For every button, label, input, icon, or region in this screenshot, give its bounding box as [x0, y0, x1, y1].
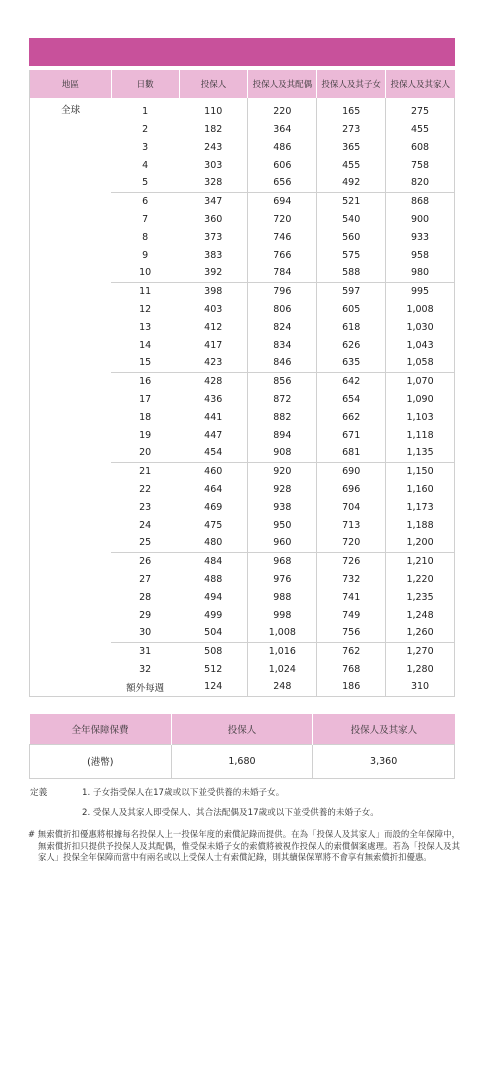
- children-cell: 662: [317, 408, 386, 426]
- children-cell: 626: [317, 336, 386, 354]
- family-cell: 1,173: [386, 498, 455, 516]
- days-cell: 31: [139, 645, 152, 657]
- family-cell: 608: [386, 138, 455, 156]
- children-cell: 671: [317, 426, 386, 444]
- rates-body: [30, 98, 455, 696]
- children-cell: 575: [317, 246, 386, 264]
- children-cell: 540: [317, 210, 386, 228]
- insured-cell: 417: [179, 336, 248, 354]
- insured-cell: 454: [179, 444, 248, 462]
- children-cell: 455: [317, 156, 386, 174]
- insured-cell: 508: [179, 642, 248, 660]
- spouse-cell: 656: [248, 174, 317, 192]
- header-insured-family: 投保人及其家人: [386, 70, 455, 98]
- family-cell: 1,043: [386, 336, 455, 354]
- family-cell: 1,260: [386, 624, 455, 642]
- children-cell: 768: [317, 660, 386, 678]
- family-cell: 1,188: [386, 516, 455, 534]
- children-cell: 704: [317, 498, 386, 516]
- children-cell: 713: [317, 516, 386, 534]
- spouse-cell: 806: [248, 300, 317, 318]
- children-cell: 597: [317, 282, 386, 300]
- children-cell: 720: [317, 534, 386, 552]
- insured-cell: 488: [179, 570, 248, 588]
- days-cell: 額外每週: [111, 678, 179, 696]
- spouse-cell: 988: [248, 588, 317, 606]
- days-cell: 3: [142, 141, 149, 153]
- days-cell: 25: [111, 534, 179, 552]
- children-cell: 273: [317, 120, 386, 138]
- children-cell: 560: [317, 228, 386, 246]
- definition-item: 1. 子女指受保人在17歲或以下並受供養的未婚子女。: [82, 788, 285, 798]
- family-cell: 1,248: [386, 606, 455, 624]
- days-cell: 21: [139, 465, 152, 477]
- family-cell: 1,220: [386, 570, 455, 588]
- days-cell: 19: [139, 429, 152, 441]
- spouse-cell: 720: [248, 210, 317, 228]
- insured-cell: 436: [179, 390, 248, 408]
- family-cell: 1,135: [386, 444, 455, 462]
- days-cell: 24: [139, 519, 152, 531]
- days-cell: 1: [142, 105, 149, 117]
- spouse-cell: 872: [248, 390, 317, 408]
- annual-header-family: 投保人及其家人: [313, 714, 455, 744]
- days-cell: 16: [139, 375, 152, 387]
- children-cell: 588: [317, 264, 386, 282]
- children-cell: 749: [317, 606, 386, 624]
- family-cell: 958: [386, 246, 455, 264]
- insured-cell: 447: [179, 426, 248, 444]
- family-cell: 1,280: [386, 660, 455, 678]
- family-cell: 1,210: [386, 552, 455, 570]
- region-cell: 全球: [61, 105, 81, 116]
- family-cell: 900: [386, 210, 455, 228]
- spouse-cell: 950: [248, 516, 317, 534]
- table-row: [30, 98, 455, 120]
- annual-header-label: 全年保障保費: [30, 714, 172, 744]
- definitions-label: 定義: [30, 788, 48, 798]
- days-cell: 32: [139, 663, 152, 675]
- spouse-cell: 976: [248, 570, 317, 588]
- insured-cell: 423: [179, 354, 248, 372]
- family-cell: 1,160: [386, 480, 455, 498]
- spouse-cell: 1,008: [248, 624, 317, 642]
- insured-cell: 398: [179, 282, 248, 300]
- family-cell: 310: [386, 678, 455, 696]
- children-cell: 726: [317, 552, 386, 570]
- insured-cell: 428: [179, 372, 248, 390]
- spouse-cell: 882: [248, 408, 317, 426]
- spouse-cell: 606: [248, 156, 317, 174]
- spouse-cell: 834: [248, 336, 317, 354]
- children-cell: 762: [317, 642, 386, 660]
- days-cell: 2: [142, 123, 149, 135]
- annual-insured-value: 1,680: [171, 744, 313, 778]
- days-cell: 12: [139, 303, 152, 315]
- days-cell: 17: [139, 393, 152, 405]
- insured-cell: 484: [179, 552, 248, 570]
- spouse-cell: 968: [248, 552, 317, 570]
- insured-cell: 392: [179, 264, 248, 282]
- days-cell: 15: [111, 354, 179, 372]
- spouse-cell: 784: [248, 264, 317, 282]
- days-cell: 14: [139, 339, 152, 351]
- days-cell: 28: [139, 591, 152, 603]
- insured-cell: 494: [179, 588, 248, 606]
- family-cell: 1,090: [386, 390, 455, 408]
- family-cell: 980: [386, 264, 455, 282]
- family-cell: 995: [386, 282, 455, 300]
- children-cell: 365: [317, 138, 386, 156]
- days-cell: 27: [139, 573, 152, 585]
- days-cell: 18: [139, 411, 152, 423]
- days-cell: 4: [142, 159, 149, 171]
- children-cell: 642: [317, 372, 386, 390]
- days-cell: 5: [111, 174, 179, 192]
- spouse-cell: 938: [248, 498, 317, 516]
- spouse-cell: 908: [248, 444, 317, 462]
- spouse-cell: 1,016: [248, 642, 317, 660]
- children-cell: 681: [317, 444, 386, 462]
- insured-cell: 328: [179, 174, 248, 192]
- days-cell: 22: [139, 483, 152, 495]
- children-cell: 492: [317, 174, 386, 192]
- spouse-cell: 960: [248, 534, 317, 552]
- spouse-cell: 998: [248, 606, 317, 624]
- insured-cell: 499: [179, 606, 248, 624]
- insured-cell: 403: [179, 300, 248, 318]
- spouse-cell: 824: [248, 318, 317, 336]
- rates-header-row: [30, 70, 455, 98]
- insured-cell: 347: [179, 192, 248, 210]
- header-insured-spouse: 投保人及其配偶: [248, 70, 317, 98]
- children-cell: 521: [317, 192, 386, 210]
- spouse-cell: 248: [248, 678, 317, 696]
- days-cell: 6: [142, 195, 149, 207]
- spouse-cell: 856: [248, 372, 317, 390]
- family-cell: 455: [386, 120, 455, 138]
- no-claim-discount-note: # 無索償折扣優惠將根據每名投保人上一投保年度的索償記錄而提供。在為「投保人及其家人」而設的全年保障中，無索償折扣只提供予投保人及其配偶，惟受保未婚子女的索償將被視作投保人的索償個案處理。若為「投保人及其家人」投保全年保障而當中有兩名或以上受保人士有索償記錄，則其續保保單將不會享有無索償折扣優惠。: [28, 829, 460, 862]
- family-cell: 868: [386, 192, 455, 210]
- family-cell: 1,118: [386, 426, 455, 444]
- header-banner: [29, 38, 455, 66]
- days-cell: 10: [111, 264, 179, 282]
- definition-item: 2. 受保人及其家人即受保人、其合法配偶及17歲或以下並受供養的未婚子女。: [82, 808, 379, 818]
- children-cell: 165: [317, 98, 386, 120]
- header-region: 地區: [30, 70, 112, 98]
- insured-cell: 441: [179, 408, 248, 426]
- children-cell: 756: [317, 624, 386, 642]
- insured-cell: 124: [179, 678, 248, 696]
- family-cell: 1,200: [386, 534, 455, 552]
- annual-premium-table: [29, 714, 455, 779]
- insured-cell: 480: [179, 534, 248, 552]
- daily-rates-table: [29, 70, 455, 697]
- children-cell: 732: [317, 570, 386, 588]
- family-cell: 1,235: [386, 588, 455, 606]
- spouse-cell: 928: [248, 480, 317, 498]
- family-cell: 1,058: [386, 354, 455, 372]
- days-cell: 26: [139, 555, 152, 567]
- insured-cell: 243: [179, 138, 248, 156]
- annual-header-insured: 投保人: [171, 714, 313, 744]
- spouse-cell: 920: [248, 462, 317, 480]
- insured-cell: 464: [179, 480, 248, 498]
- insured-cell: 469: [179, 498, 248, 516]
- insured-cell: 460: [179, 462, 248, 480]
- family-cell: 275: [386, 98, 455, 120]
- insured-cell: 303: [179, 156, 248, 174]
- days-cell: 13: [139, 321, 152, 333]
- spouse-cell: 1,024: [248, 660, 317, 678]
- days-cell: 20: [111, 444, 179, 462]
- spouse-cell: 846: [248, 354, 317, 372]
- spouse-cell: 364: [248, 120, 317, 138]
- annual-row: [30, 744, 455, 778]
- days-cell: 11: [139, 285, 152, 297]
- header-days: 日數: [111, 70, 179, 98]
- insured-cell: 512: [179, 660, 248, 678]
- family-cell: 758: [386, 156, 455, 174]
- children-cell: 690: [317, 462, 386, 480]
- children-cell: 741: [317, 588, 386, 606]
- days-cell: 8: [142, 231, 149, 243]
- annual-currency: (港幣): [30, 744, 172, 778]
- children-cell: 618: [317, 318, 386, 336]
- header-insured: 投保人: [179, 70, 248, 98]
- family-cell: 1,103: [386, 408, 455, 426]
- spouse-cell: 220: [248, 98, 317, 120]
- insured-cell: 504: [179, 624, 248, 642]
- family-cell: 1,030: [386, 318, 455, 336]
- spouse-cell: 894: [248, 426, 317, 444]
- children-cell: 654: [317, 390, 386, 408]
- insured-cell: 360: [179, 210, 248, 228]
- family-cell: 1,008: [386, 300, 455, 318]
- spouse-cell: 694: [248, 192, 317, 210]
- insured-cell: 412: [179, 318, 248, 336]
- insured-cell: 373: [179, 228, 248, 246]
- annual-header-row: [30, 714, 455, 744]
- insured-cell: 182: [179, 120, 248, 138]
- insured-cell: 475: [179, 516, 248, 534]
- days-cell: 29: [139, 609, 152, 621]
- annual-family-value: 3,360: [313, 744, 455, 778]
- children-cell: 696: [317, 480, 386, 498]
- spouse-cell: 746: [248, 228, 317, 246]
- days-cell: 23: [139, 501, 152, 513]
- spouse-cell: 486: [248, 138, 317, 156]
- family-cell: 1,270: [386, 642, 455, 660]
- children-cell: 635: [317, 354, 386, 372]
- children-cell: 605: [317, 300, 386, 318]
- spouse-cell: 796: [248, 282, 317, 300]
- family-cell: 1,070: [386, 372, 455, 390]
- spouse-cell: 766: [248, 246, 317, 264]
- insured-cell: 383: [179, 246, 248, 264]
- family-cell: 820: [386, 174, 455, 192]
- header-insured-children: 投保人及其子女: [317, 70, 386, 98]
- family-cell: 933: [386, 228, 455, 246]
- family-cell: 1,150: [386, 462, 455, 480]
- days-cell: 30: [111, 624, 179, 642]
- children-cell: 186: [317, 678, 386, 696]
- days-cell: 9: [142, 249, 149, 261]
- insured-cell: 110: [179, 98, 248, 120]
- days-cell: 7: [142, 213, 149, 225]
